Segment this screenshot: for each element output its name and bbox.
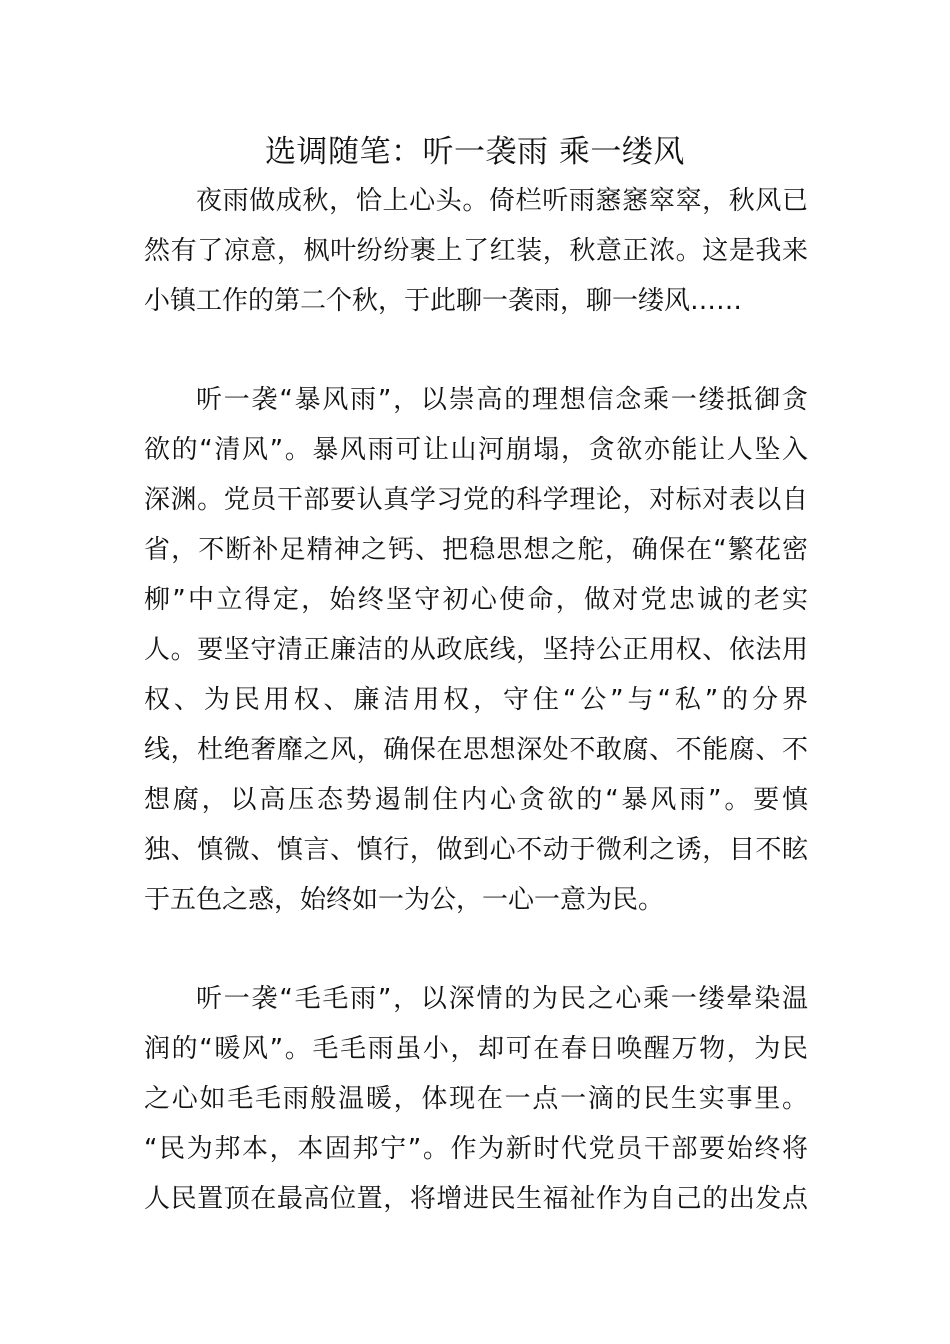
paragraph-2-line-9: 想腐，以高压态势遏制住内心贪欲的“暴风雨”。要慎 — [144, 785, 808, 815]
paragraph-2-line-1: 听一袭“暴风雨”，以崇高的理想信念乘一缕抵御贪 — [196, 385, 808, 415]
paragraph-3-line-2: 润的“暖风”。毛毛雨虽小，却可在春日唤醒万物，为民 — [144, 1034, 808, 1064]
paragraph-2-line-5: 柳”中立得定，始终坚守初心使命，做对党忠诚的老实 — [144, 585, 808, 615]
paragraph-3-line-1: 听一袭“毛毛雨”，以深情的为民之心乘一缕晕染温 — [196, 984, 808, 1014]
paragraph-2-line-6: 人。要坚守清正廉洁的从政底线，坚持公正用权、依法用 — [144, 635, 808, 665]
paragraph-3-line-3: 之心如毛毛雨般温暖，体现在一点一滴的民生实事里。 — [144, 1084, 808, 1114]
paragraph-3-line-4: “民为邦本，本固邦宁”。作为新时代党员干部要始终将 — [144, 1134, 808, 1164]
paragraph-1-line-2: 然有了凉意，枫叶纷纷裹上了红装，秋意正浓。这是我来 — [144, 236, 808, 266]
page-title: 选调随笔：听一袭雨 乘一缕风 — [265, 134, 685, 170]
paragraph-1-line-1: 夜雨做成秋，恰上心头。倚栏听雨窸窸窣窣，秋风已 — [196, 186, 808, 216]
paragraph-2-line-11: 于五色之惑，始终如一为公，一心一意为民。 — [144, 885, 665, 915]
paragraph-1-line-3: 小镇工作的第二个秋，于此聊一袭雨，聊一缕风…… — [144, 286, 743, 316]
paragraph-3-line-5: 人民置顶在最高位置，将增进民生福祉作为自己的出发点 — [144, 1184, 808, 1214]
paragraph-2-line-3: 深渊。党员干部要认真学习党的科学理论，对标对表以自 — [144, 485, 808, 515]
paragraph-2-line-2: 欲的“清风”。暴风雨可让山河崩塌，贪欲亦能让人坠入 — [144, 435, 808, 465]
paragraph-2-line-4: 省，不断补足精神之钙、把稳思想之舵，确保在“繁花密 — [144, 535, 808, 565]
paragraph-2-line-7: 权、为民用权、廉洁用权，守住“公”与“私”的分界 — [144, 685, 808, 715]
paragraph-2-line-8: 线，杜绝奢靡之风，确保在思想深处不敢腐、不能腐、不 — [144, 735, 808, 765]
paragraph-2-line-10: 独、慎微、慎言、慎行，做到心不动于微利之诱，目不眩 — [144, 835, 808, 865]
